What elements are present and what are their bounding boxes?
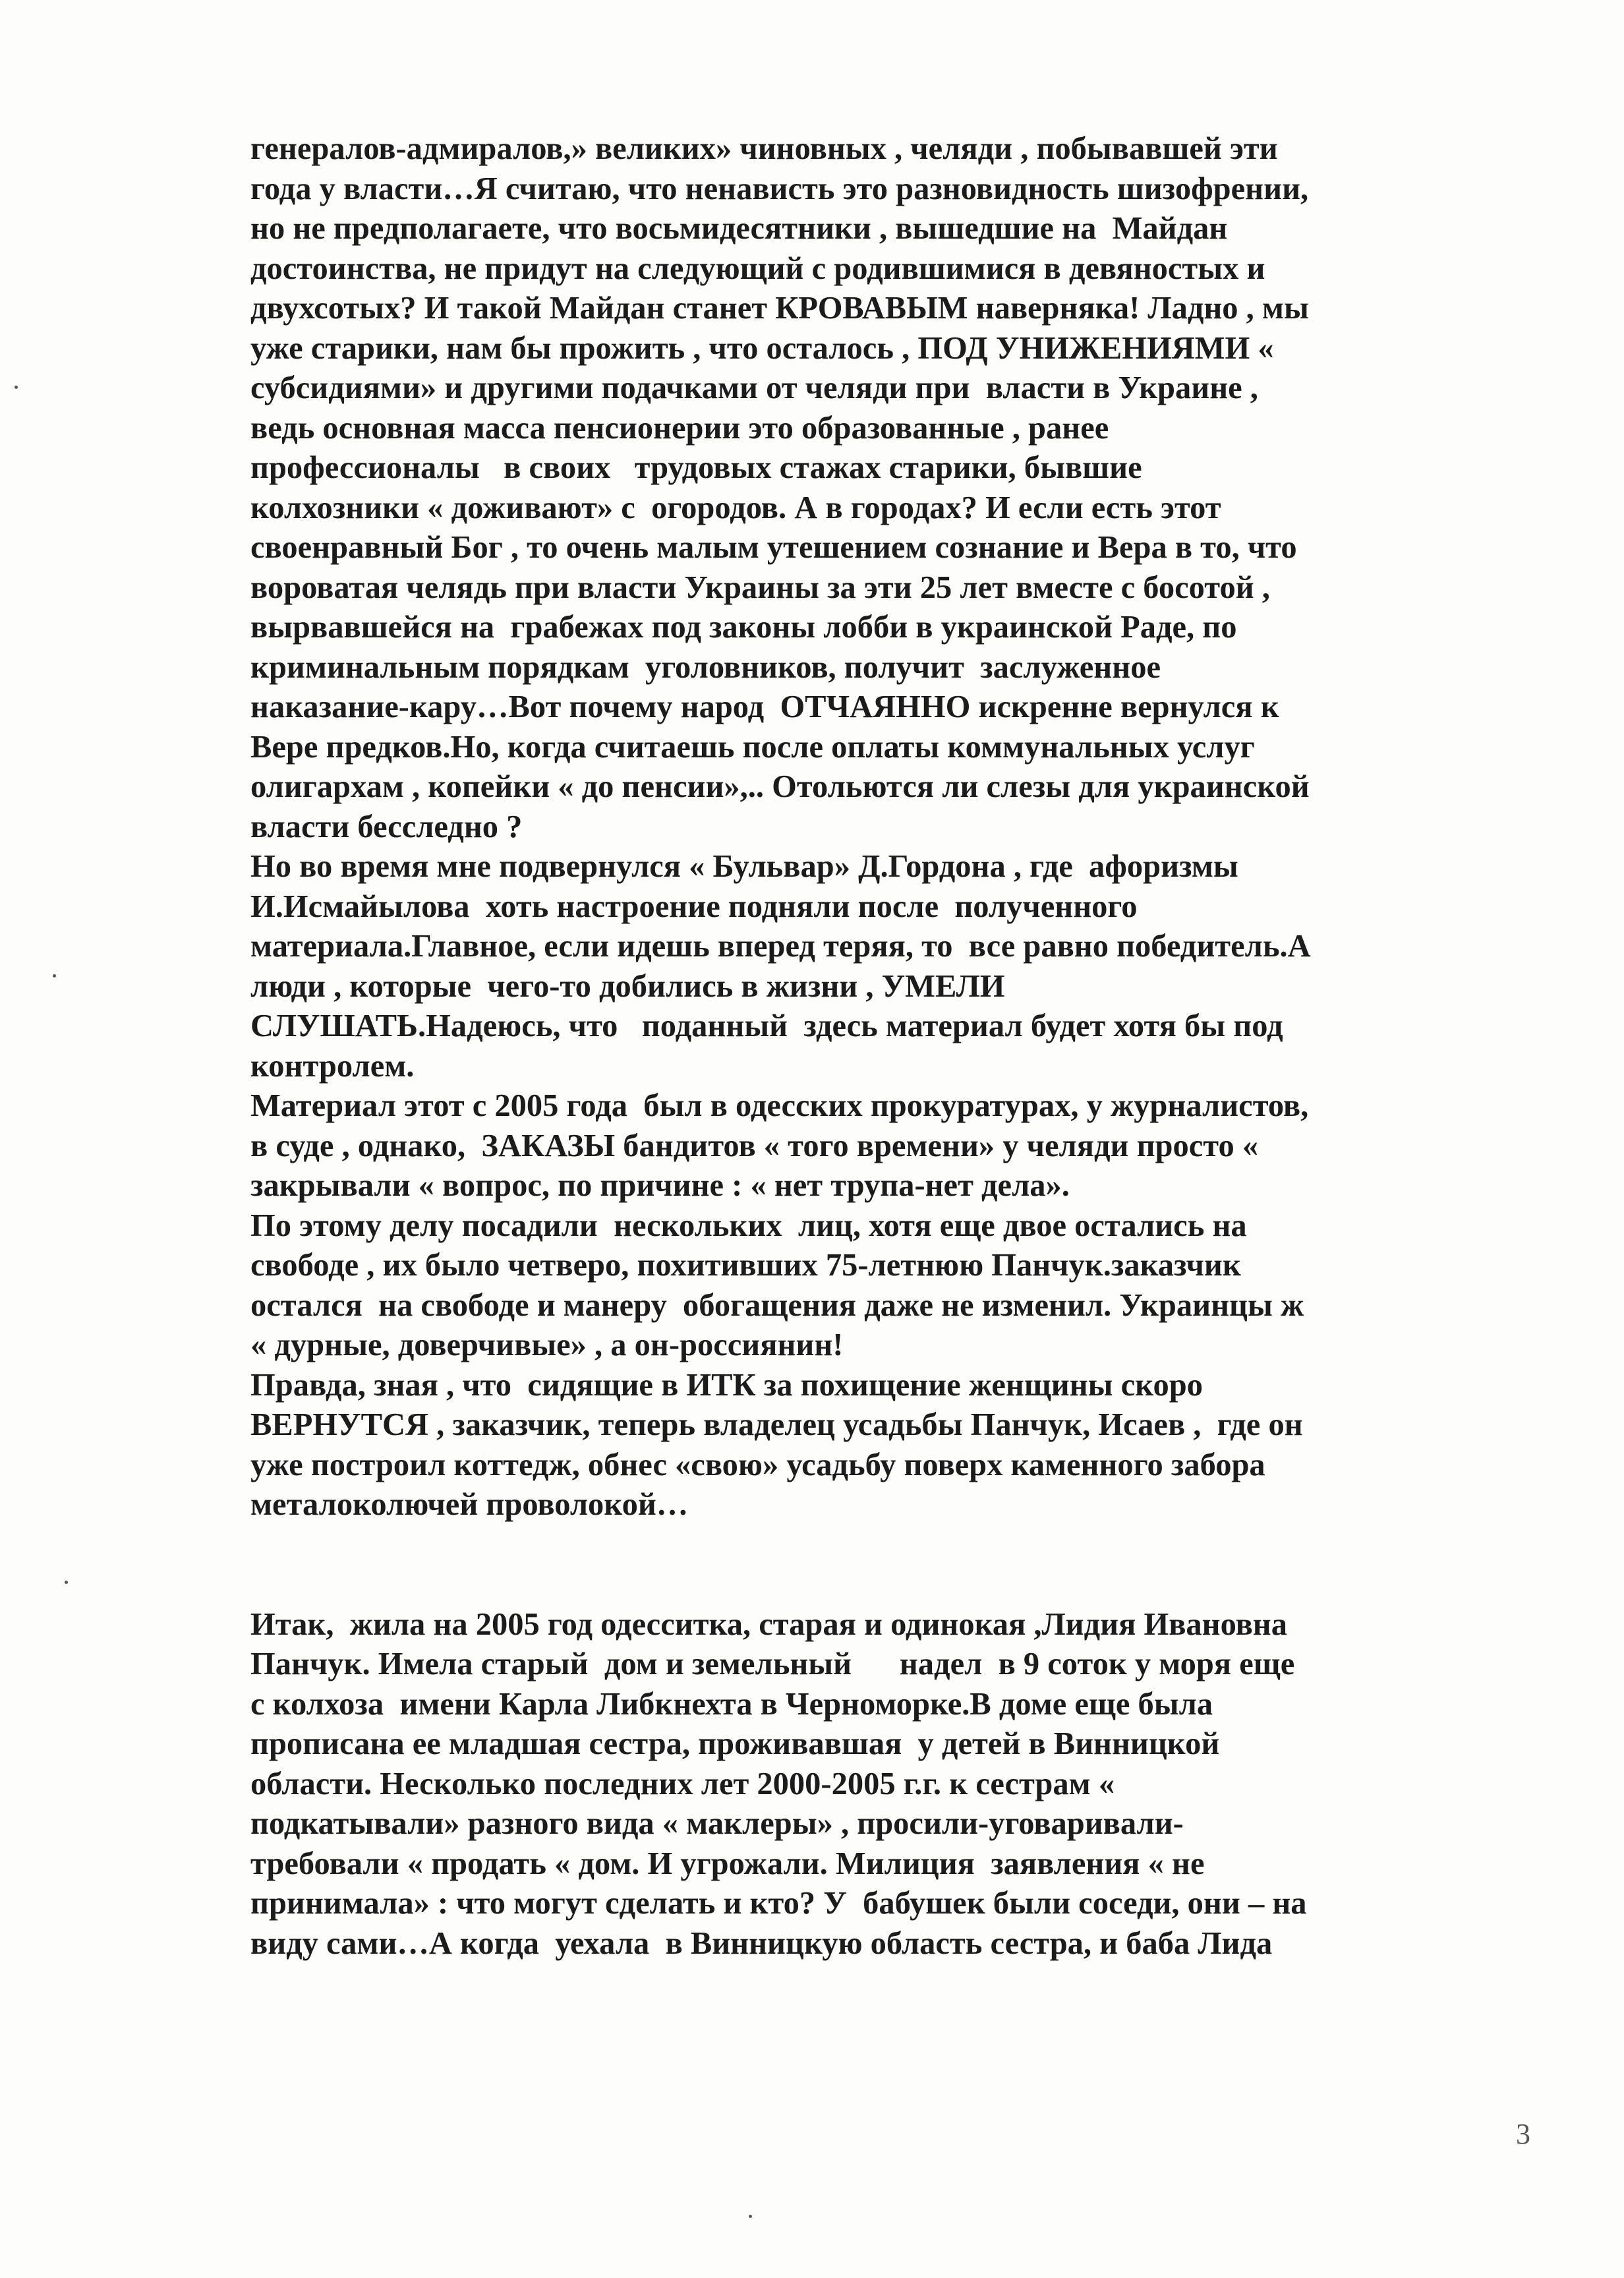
text-line: но не предполагаете, что восьмидесятники , вышедшие на Майдан <box>250 211 1228 246</box>
text-line: И.Исмайылова хоть настроение подняли после полученного <box>250 889 1138 924</box>
text-line: Но во время мне подвернулся « Бульвар» Д.Гордона , где афоризмы <box>250 849 1238 884</box>
text-line: люди , которые чего-то добились в жизни , УМЕЛИ <box>250 968 1005 1004</box>
text-line: своенравный Бог , то очень малым утешением сознание и Вера в то, что <box>250 530 1297 565</box>
page-number: 3 <box>1516 2118 1530 2150</box>
text-line: СЛУШАТЬ.Надеюсь, что поданный здесь материал будет хотя бы под <box>250 1008 1283 1043</box>
scan-speck <box>53 974 56 978</box>
text-line: Итак, жила на 2005 год одесситка, старая и одинокая ,Лидия Ивановна <box>250 1606 1288 1642</box>
text-line: закрывали « вопрос, по причине : « нет трупа-нет дела». <box>250 1168 1070 1203</box>
text-line: двухсотых? И такой Майдан станет КРОВАВЫМ наверняка! Ладно , мы <box>250 291 1309 326</box>
text-line: подкатывали» разного вида « маклеры» , просили-уговаривали- <box>250 1806 1184 1841</box>
text-line: свободе , их было четверо, похитивших 75-летнюю Панчук.заказчик <box>250 1248 1241 1283</box>
scan-speck <box>14 386 18 389</box>
body-text <box>250 129 1555 1964</box>
text-line: профессионалы в своих трудовых стажах старики, бывшие <box>250 450 1142 485</box>
text-line: материала.Главное, если идешь вперед теряя, то все равно победитель.А <box>250 929 1311 964</box>
text-line: наказание-кару…Вот почему народ ОТЧАЯННО искренне вернулся к <box>250 689 1279 724</box>
scan-speck <box>65 1581 68 1584</box>
text-line: вырвавшейся на грабежах под законы лобби в украинской Раде, по <box>250 610 1237 645</box>
text-line: ВЕРНУТСЯ , заказчик, теперь владелец усадьбы Панчук, Исаев , где он <box>250 1407 1303 1442</box>
text-line: колхозники « доживают» с огородов. А в городах? И если есть этот <box>250 490 1221 525</box>
scan-speck <box>749 2215 752 2218</box>
text-line: области. Несколько последних лет 2000-2005 г.г. к сестрам « <box>250 1766 1115 1801</box>
text-line: Панчук. Имела старый дом и земельный надел в 9 соток у моря еще <box>250 1647 1295 1681</box>
text-line: в суде , однако, ЗАКАЗЫ бандитов « того времени» у челяди просто « <box>250 1128 1259 1163</box>
text-line: контролем. <box>250 1048 415 1084</box>
text-line: достоинства, не придут на следующий с родившимися в девяностых и <box>250 250 1265 286</box>
paragraph-block-1 <box>250 129 1555 1525</box>
text-line: Правда, зная , что сидящие в ИТК за похищение женщины скоро <box>250 1367 1203 1403</box>
text-line: остался на свободе и манеру обогащения даже не изменил. Украинцы ж <box>250 1287 1304 1323</box>
text-line: Материал этот с 2005 года был в одесских прокуратурах, у журналистов, <box>250 1088 1309 1123</box>
paragraph-gap <box>250 1525 1555 1605</box>
text-line: виду сами…А когда уехала в Винницкую область сестра, и баба Лида <box>250 1925 1273 1961</box>
text-line: требовали « продать « дом. И угрожали. Милиция заявления « не <box>250 1846 1205 1881</box>
text-line: субсидиями» и другими подачками от челяди при власти в Украине , <box>250 370 1258 405</box>
text-line: прописана ее младшая сестра, проживавшая у детей в Винницкой <box>250 1726 1220 1761</box>
text-line: ведь основная масса пенсионерии это образованные , ранее <box>250 410 1109 446</box>
text-line: криминальным порядкам уголовников, получит заслуженное <box>250 649 1161 685</box>
text-line: уже старики, нам бы прожить , что осталось , ПОД УНИЖЕНИЯМИ « <box>250 330 1274 366</box>
text-line: металоколючей проволокой… <box>250 1487 689 1522</box>
text-line: « дурные, доверчивые» , а он-россиянин! <box>250 1328 844 1362</box>
text-line: власти бесследно ? <box>250 809 523 844</box>
text-line: с колхоза имени Карла Либкнехта в Черноморке.В доме еще была <box>250 1686 1213 1722</box>
text-line: Вере предков.Но, когда считаешь после оплаты коммунальных услуг <box>250 729 1255 765</box>
text-line: вороватая челядь при власти Украины за эти 25 лет вместе с босотой , <box>250 570 1270 605</box>
text-line: года у власти…Я считаю, что ненависть это разновидность шизофрении, <box>250 171 1309 206</box>
text-line: олигархам , копейки « до пенсии»,.. Отольются ли слезы для украинской <box>250 769 1310 804</box>
text-line: По этому делу посадили нескольких лиц, хотя еще двое остались на <box>250 1208 1247 1243</box>
text-line: генералов-адмиралов,» великих» чиновных , челяди , побывавшей эти <box>250 131 1278 166</box>
text-line: уже построил коттедж, обнес «свою» усадьбу поверх каменного забора <box>250 1447 1265 1482</box>
text-line: принимала» : что могут сделать и кто? У бабушек были соседи, они – на <box>250 1886 1307 1921</box>
paragraph-block-2 <box>250 1605 1555 1964</box>
